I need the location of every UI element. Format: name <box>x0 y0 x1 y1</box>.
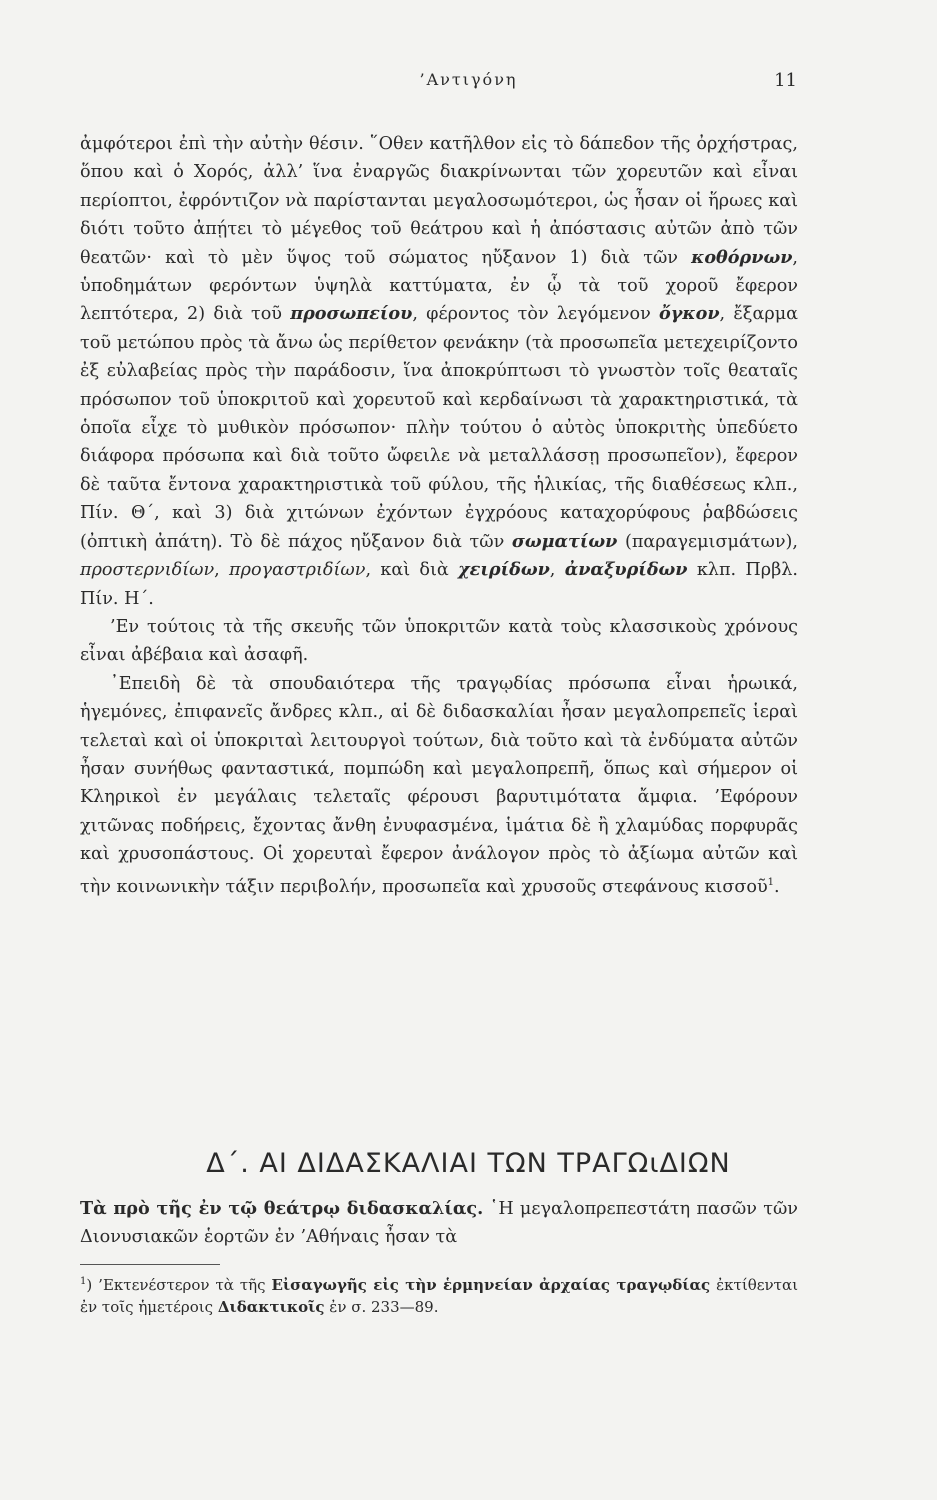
paragraph-1: ἀμφότεροι ἐπὶ τὴν αὐτὴν θέσιν. ῞Οθεν κατῆλθον εἰς τὸ δάπεδον τῆς ὀρχήστρας, ὅπου καὶ ὁ Χορός, ἀλλ’ ἵνα ἐναργῶς διακρίνωνται τῶν χορευτῶν καὶ εἶναι περίοπτοι, ἐφρόντιζον νὰ παρίστανται μεγαλοσωμότεροι, ὡς ἦσαν οἱ ἥρωες καὶ διότι τοῦτο ἀπῄτει τὸ μέγεθος τοῦ θεάτρου καὶ ἡ ἀπόστασις αὐτῶν ἀπὸ τῶν θεατῶν· καὶ τὸ μὲν ὕψος τοῦ σώματος ηὔξανον 1) διὰ τῶν κοθόρνων, ὑποδημάτων φερόντων ὑψηλὰ καττύματα, ἐν ᾧ τὰ τοῦ χοροῦ ἔφερον λεπτότερα, 2) διὰ τοῦ προσωπείου, φέροντος τὸν λεγόμενον ὄγκον, ἔξαρμα τοῦ μετώπου πρὸς τὰ ἄνω ὡς περίθετον φενάκην (τὰ προσωπεῖα μετεχειρίζοντο ἐξ εὐλαβείας πρὸς τὴν παράδοσιν, ἵνα ἀποκρύπτωσι τὸ γνωστὸν τοῖς θεαταῖς πρόσωπον τοῦ ὑποκριτοῦ καὶ χορευτοῦ καὶ κερδαίνωσι τὰ χαρακτηριστικά, τὰ ὁποῖα εἶχε τὸ μυθικὸν πρόσωπον· πλὴν τούτου ὁ αὐτὸς ὑποκριτὴς ὑπεδύετο διάφορα πρόσωπα καὶ διὰ τοῦτο ὤφειλε νὰ μεταλλάσσῃ προσωπεῖον), ἔφερον δὲ ταῦτα ἔντονα χαρακτηριστικὰ τοῦ φύλου, τῆς ἡλικίας, τῆς διαθέσεως κλπ., Πίν. Θ΄, καὶ 3) διὰ χιτώνων ἐχόντων ἐγχρόους καταχορύφους ῥαβδώσεις (ὀπτικὴ ἀπάτη). Τὸ δὲ πάχος ηὔξανον διὰ τῶν σωματίων (παραγεμισμάτων), προστερνιδίων, προγαστριδίων, καὶ διὰ χειρίδων, ἀναξυρίδων κλπ. Πρβλ. Πίν. Η΄. <box>80 134 799 609</box>
term-prosternidia: προστερνιδίων <box>80 560 215 581</box>
term-prosopeion: προσωπείου <box>290 303 413 325</box>
term-anaxyrides: ἀναξυρίδων <box>564 559 688 581</box>
section-heading: Δ΄. ΑΙ ΔΙΔΑΣΚΑΛΙΑΙ ΤΩΝ ΤΡΑΓΩιΔΙΩΝ <box>206 1148 731 1179</box>
running-title: ’Αντιγόνη <box>419 70 518 89</box>
paragraph-3: ᾿Επειδὴ δὲ τὰ σπουδαιότερα τῆς τραγῳδίας πρόσωπα εἶναι ἡρωικά, ἡγεμόνες, ἐπιφανεῖς ἄνδρες κλπ., αἱ δὲ διδασκαλίαι ἦσαν μεγαλοπρεπεῖς ἱεραὶ τελεταὶ καὶ οἱ ὑποκριταὶ λειτουργοὶ τούτων, διὰ τοῦτο καὶ τὰ ἐνδύματα αὐτῶν ἦσαν συνήθως φανταστικά, πομπώδη καὶ μεγαλοπρεπῆ, ὅπως καὶ σήμερον οἱ Κληρικοὶ ἐν μεγάλαις τελεταῖς φέρουσι βαρυτιμότατα ἄμφια. ’Εφόρουν χιτῶνας ποδήρεις, ἔχοντας ἄνθη ἐνυφασμένα, ἱμάτια δὲ ἢ χλαμύδας πορφυρᾶς καὶ χρυσοπάστους. Οἱ χορευταὶ ἔφερον ἀνάλογον πρὸς τὸ ἀξίωμα αὐτῶν καὶ τὴν κοινωνικὴν τάξιν περιβολήν, προσωπεῖα καὶ χρυσοῦς στεφάνους κισσοῦ$^1$. <box>80 673 798 897</box>
section-lead-title: Τὰ πρὸ τῆς ἐν τῷ θεάτρῳ διδασκαλίας. <box>80 1198 484 1219</box>
term-progastridia: προγαστριδίων <box>229 560 366 581</box>
term-kothornoi: κοθόρνων <box>691 246 793 268</box>
footnote-divider <box>80 1264 220 1265</box>
section-intro: Τὰ πρὸ τῆς ἐν τῷ θεάτρῳ διδασκαλίας. ῾Η μεγαλοπρεπεστάτη πασῶν τῶν Διονυσιακῶν ἑορτῶν ἐν ’Αθήναις ἦσαν τὰ <box>80 1198 798 1248</box>
main-text <box>80 130 798 901</box>
paragraph-2: ’Εν τούτοις τὰ τῆς σκευῆς τῶν ὑποκριτῶν κατὰ τοὺς κλασσικοὺς χρόνους εἶναι ἀβέβαια καὶ ἀσαφῆ. <box>80 616 798 666</box>
term-onkos: ὄγκον <box>659 303 720 325</box>
footnote: $^1$) ’Εκτενέστερον τὰ τῆς Εἰσαγωγῆς εἰς τὴν ἑρμηνείαν ἀρχαίας τραγῳδίας ἐκτίθενται ἐν τοῖς ἡμετέροις Διδακτικοῖς ἐν σ. 233—89. <box>80 1276 798 1316</box>
page-number: 11 <box>774 70 797 91</box>
footnote-reference[interactable]: 1 <box>767 876 775 888</box>
term-cheirides: χειρίδων <box>458 559 550 581</box>
footnote-mark: 1 <box>80 1276 87 1287</box>
term-somatia: σωματίων <box>511 530 618 552</box>
